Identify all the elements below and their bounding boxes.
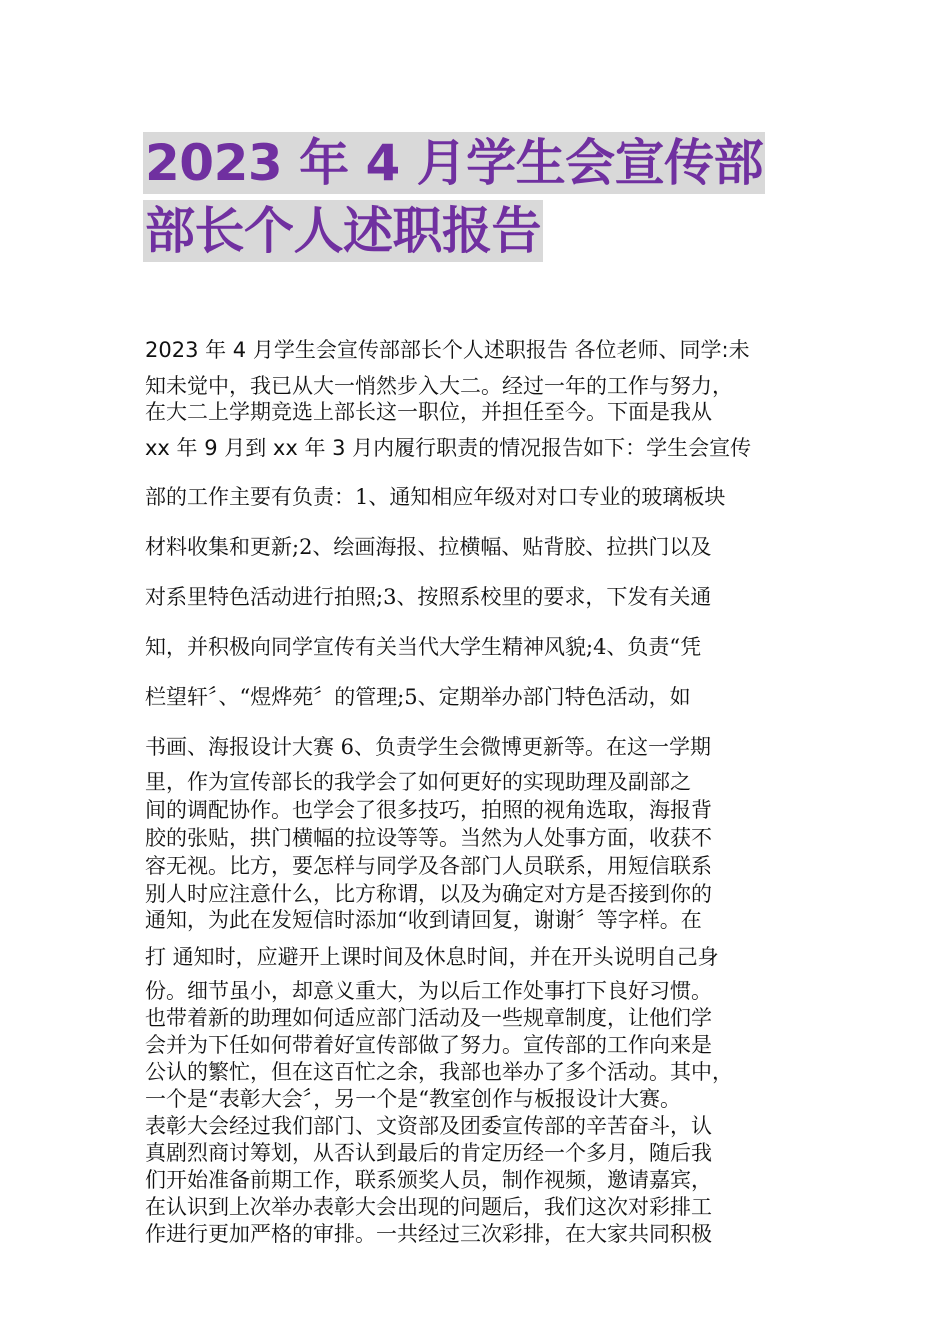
title-line-2: 部长个人述职报告: [145, 202, 541, 260]
body-line: 在认识到上次举办表彰大会出现的问题后，我们这次对彩排工: [145, 1195, 712, 1219]
body-line: 容无视。比方，要怎样与同学及各部门人员联系，用短信联系: [145, 854, 712, 878]
body-line: 间的调配协作。也学会了很多技巧，拍照的视角选取，海报背: [145, 798, 712, 822]
body-line: 栏望轩〞、“煜烨苑〞的管理;5、定期举办部门特色活动，如: [145, 685, 691, 709]
body-line: 知未觉中，我已从大一悄然步入大二。经过一年的工作与努力，: [145, 374, 733, 398]
body-line: 作进行更加严格的审排。一共经过三次彩排，在大家共同积极: [145, 1222, 712, 1246]
body-line: 打 通知时，应避开上课时间及休息时间，并在开头说明自己身: [145, 945, 719, 969]
body-line: 里，作为宣传部长的我学会了如何更好的实现助理及副部之: [145, 770, 691, 794]
body-line: 一个是“表彰大会〞，另一个是“教室创作与板报设计大赛。: [145, 1087, 681, 1111]
body-line: 在大二上学期竞选上部长这一职位，并担任至今。下面是我从: [145, 400, 712, 424]
body-line: 也带着新的助理如何适应部门活动及一些规章制度，让他们学: [145, 1006, 712, 1030]
document-title: [143, 132, 823, 262]
body-line: 通知，为此在发短信时添加“收到请回复，谢谢〞等字样。在: [145, 908, 702, 932]
body-line: 2023 年 4 月学生会宣传部部长个人述职报告 各位老师、同学:未: [145, 338, 750, 362]
body-line: 书画、海报设计大赛 6、负责学生会微博更新等。在这一学期: [145, 735, 712, 759]
body-line: 份。细节虽小，却意义重大，为以后工作处事打下良好习惯。: [145, 979, 712, 1003]
body-line: 会并为下任如何带着好宣传部做了努力。宣传部的工作向来是: [145, 1033, 712, 1057]
body-line: 知，并积极向同学宣传有关当代大学生精神风貌;4、负责“凭: [145, 635, 702, 659]
body-line: 别人时应注意什么，比方称谓，以及为确定对方是否接到你的: [145, 882, 712, 906]
body-line: 部的工作主要有负责：1、通知相应年级对对口专业的玻璃板块: [145, 485, 726, 509]
title-line-1: 2023 年 4 月学生会宣传部: [145, 134, 764, 192]
body-line: 们开始准备前期工作，联系颁奖人员，制作视频，邀请嘉宾，: [145, 1168, 712, 1192]
body-line: 表彰大会经过我们部门、文资部及团委宣传部的辛苦奋斗，认: [145, 1114, 712, 1138]
body-line: 胶的张贴，拱门横幅的拉设等等。当然为人处事方面，收获不: [145, 826, 712, 850]
body-line: 真剧烈商讨筹划，从否认到最后的肯定历经一个多月，随后我: [145, 1141, 712, 1165]
body-line: 对系里特色活动进行拍照;3、按照系校里的要求，下发有关通: [145, 585, 712, 609]
body-line: 公认的繁忙，但在这百忙之余，我部也举办了多个活动。其中，: [145, 1060, 733, 1084]
body-line: 材料收集和更新;2、绘画海报、拉横幅、贴背胶、拉拱门以及: [145, 535, 712, 559]
body-line: xx 年 9 月到 xx 年 3 月内履行职责的情况报告如下：学生会宣传: [145, 436, 752, 460]
